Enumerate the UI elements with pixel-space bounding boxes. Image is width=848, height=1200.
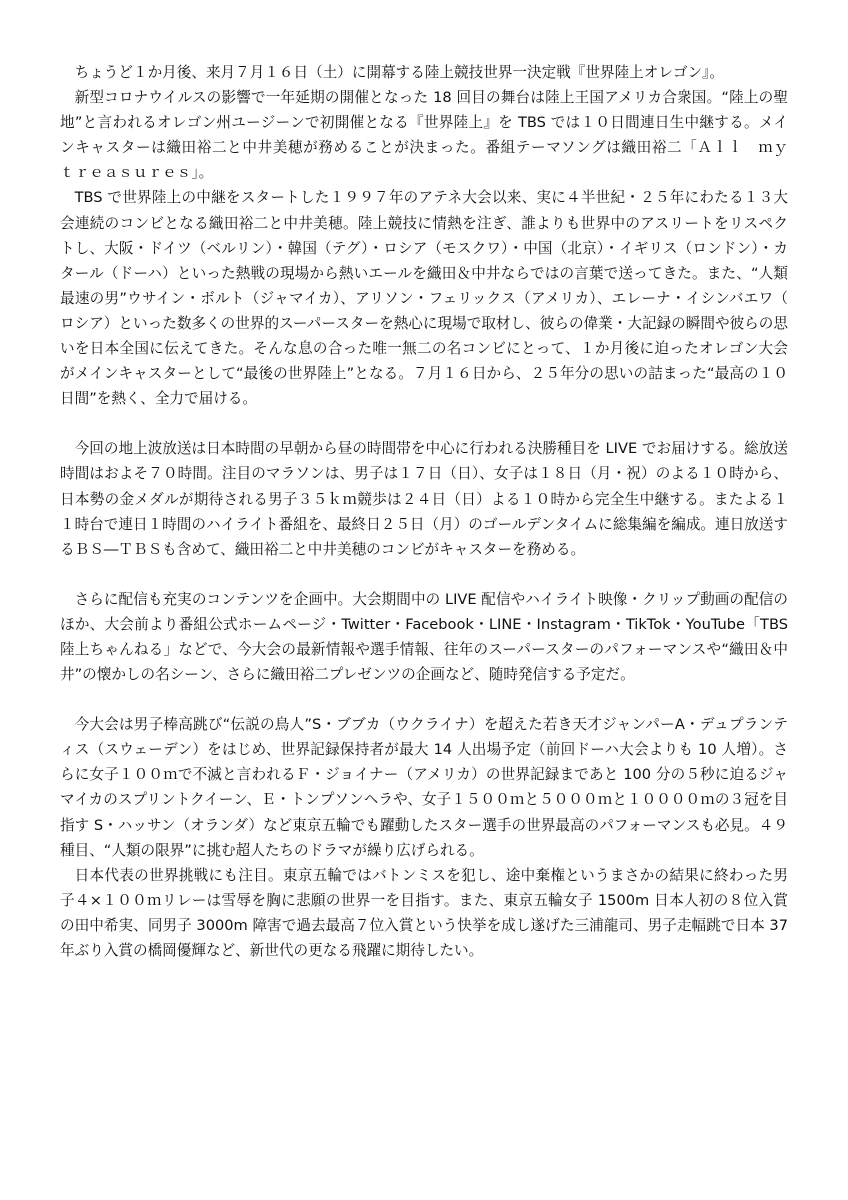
paragraph-caster-history: TBS で世界陸上の中継をスタートした１９９７年のアテネ大会以来、実に４半世紀・２５年にわたる１３大会連続のコンビとなる織田裕二と中井美穂。陸上競技に情熱を注ぎ、誰よりも世界中のアスリートをリスペクトし、大阪・ドイツ（ベルリン）・韓国（テグ）・ロシア（モスクワ）・中国（北京）・イギリス（ロンドン）・カタール（ドーハ）といった熱戦の現場から熱いエールを織田＆中井ならではの言葉で送ってきた。また、“人類最速の男”ウサイン・ボルト（ジャマイカ）、アリソン・フェリックス（アメリカ）、エレーナ・イシンバエワ（ロシア）といった数多くの世界的スーパースターを熱心に現場で取材し、彼らの偉業・大記録の瞬間や彼らの思いを日本全国に伝えてきた。そんな息の合った唯一無二の名コンビにとって、１か月後に迫ったオレゴン大会がメインキャスターとして“最後の世界陸上”となる。７月１６日から、２５年分の思いの詰まった“最高の１０日間”を熱く、全力で届ける。 xyxy=(60,189,788,408)
paragraph-terrestrial-broadcast: 今回の地上波放送は日本時間の早朝から昼の時間帯を中心に行われる決勝種目を LIVE でお届けする。総放送時間はおよそ７０時間。注目のマラソンは、男子は１７日（日）、女子は１８日（月・祝）のよる１０時から、日本勢の金メダルが期待される男子３５ｋｍ競歩は２４日（日）よる１０時から完全生中継する。またよる１１時台で連日１時間のハイライト番組を、最終日２５日（月）のゴールデンタイムに総集編を編成。連日放送するＢＳ―ＴＢＳも含めて、織田裕二と中井美穂のコンビがキャスターを務める。 xyxy=(60,440,788,558)
document-body xyxy=(60,60,803,963)
paragraph-spacer xyxy=(60,687,788,712)
paragraph-broadcast-overview: 新型コロナウイルスの影響で一年延期の開催となった 18 回目の舞台は陸上王国アメリカ合衆国。“陸上の聖地”と言われるオレゴン州ユージーンで初開催となる『世界陸上』を TBS では１０日間連日生中継する。メインキャスターは織田裕二と中井美穂が務めることが決まった。番組テーマソングは織田裕二「Ａｌｌ ｍｙ ｔｒｅａｓｕｒｅｓ」。 xyxy=(60,89,803,182)
paragraph-intro: ちょうど１か月後、来月７月１６日（土）に開幕する陸上競技世界一決定戦『世界陸上オレゴン』。 xyxy=(74,64,725,81)
paragraph-star-athletes: 今大会は男子棒高跳び“伝説の鳥人”S・ブブカ（ウクライナ）を超えた若き天才ジャンパーA・デュプランティス（スウェーデン）をはじめ、世界記録保持者が最大 14 人出場予定（前回ドーハ大会よりも 10 人増）。さらに女子１００ｍで不滅と言われるＦ・ジョイナー（アメリカ）の世界記録まであと 100 分の５秒に迫るジャマイカのスプリントクイーン、Ｅ・トンプソンヘラや、女子１５００ｍと５０００ｍと１００００ｍの３冠を目指す S・ハッサン（オランダ）など東京五輪でも躍動したスター選手の世界最高のパフォーマンスも必見。４９種目、“人類の限界”に挑む超人たちのドラマが繰り広げられる。 xyxy=(60,716,788,859)
paragraph-team-japan: 日本代表の世界挑戦にも注目。東京五輪ではバトンミスを犯し、途中棄権というまさかの結果に終わった男子４×１００ｍリレーは雪辱を胸に悲願の世界一を目指す。また、東京五輪女子 1500m 日本人初の８位入賞の田中希実、同男子 3000m 障害で過去最高７位入賞という快挙を成し遂げた三浦龍司、男子走幅跳で日本 37 年ぶり入賞の橋岡優輝など、新世代の更なる飛躍に期待したい。 xyxy=(60,866,788,959)
paragraph-streaming: さらに配信も充実のコンテンツを企画中。大会期間中の LIVE 配信やハイライト映像・クリップ動画の配信のほか、大会前より番組公式ホームページ・Twitter・Facebook・LINE・Instagram・TikTok・YouTube「TBS 陸上ちゃんねる」などで、今大会の最新情報や選手情報、往年のスーパースターのパフォーマンスや“織田＆中井”の懐かしの名シーン、さらに織田裕二プレゼンツの企画など、随時発信する予定だ。 xyxy=(60,590,788,684)
paragraph-spacer xyxy=(60,562,788,587)
paragraph-spacer xyxy=(60,411,788,436)
